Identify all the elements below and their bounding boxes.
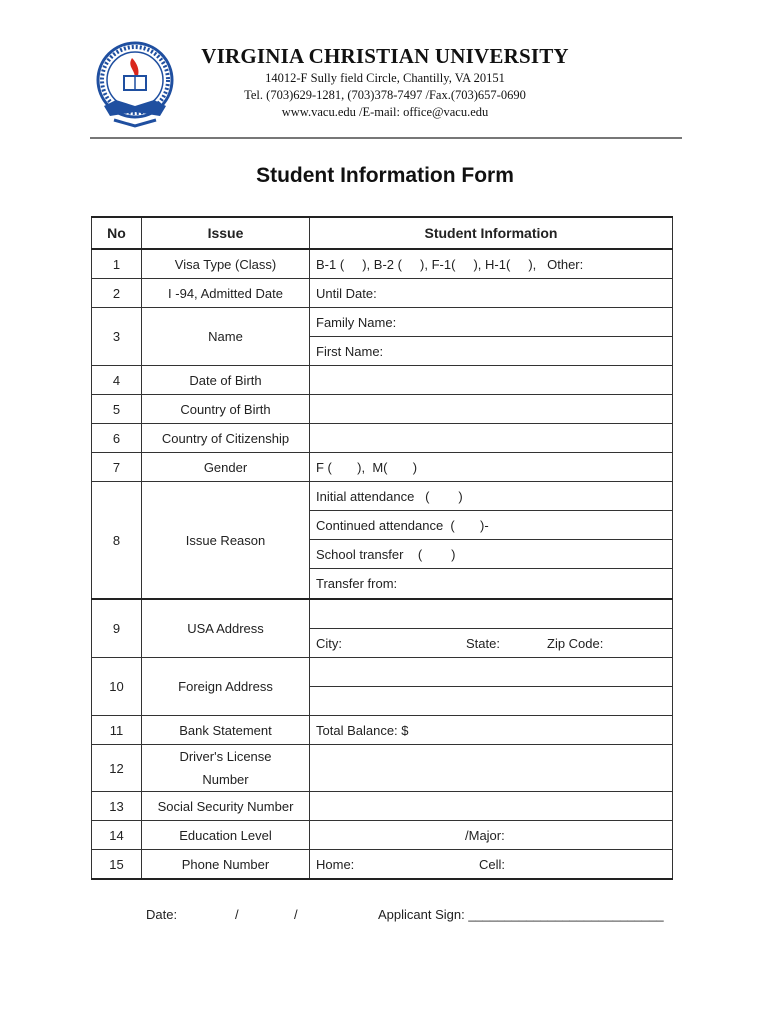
row-issue: Education Level: [142, 821, 310, 850]
table-row: [92, 279, 673, 308]
row-no: 12: [92, 745, 142, 792]
row-no: 14: [92, 821, 142, 850]
date-slash: /: [294, 907, 298, 922]
row-issue: I -94, Admitted Date: [142, 279, 310, 308]
row-issue: Driver's License Number: [142, 745, 310, 792]
row-issue: Visa Type (Class): [142, 249, 310, 279]
date-of-birth-field[interactable]: [310, 366, 673, 395]
row-issue: Gender: [142, 453, 310, 482]
col-header-info: Student Information: [310, 217, 673, 249]
table-row: [92, 716, 673, 745]
school-transfer-field[interactable]: School transfer ( ): [310, 540, 673, 569]
row-no: 4: [92, 366, 142, 395]
row-issue: Social Security Number: [142, 792, 310, 821]
header-divider: [90, 137, 682, 139]
zip-label: Zip Code:: [547, 635, 604, 651]
country-of-birth-field[interactable]: [310, 395, 673, 424]
table-row: [92, 745, 673, 792]
table-row: [92, 453, 673, 482]
university-name: VIRGINIA CHRISTIAN UNIVERSITY: [201, 44, 569, 68]
citizenship-field[interactable]: [310, 424, 673, 453]
table-row: [92, 308, 673, 337]
table-row: [92, 658, 673, 687]
row-issue: Phone Number: [142, 850, 310, 880]
table-row: [92, 424, 673, 453]
state-label: State:: [466, 635, 500, 651]
table-row: [92, 482, 673, 511]
row-no: 10: [92, 658, 142, 716]
foreign-address-line2-field[interactable]: [310, 687, 673, 716]
education-major-field[interactable]: /Major:: [310, 821, 673, 850]
home-phone-label: Home:: [316, 856, 355, 872]
table-row: [92, 395, 673, 424]
web-line: www.vacu.edu /E-mail: office@vacu.edu: [281, 105, 489, 119]
visa-type-field[interactable]: B-1 ( ), B-2 ( ), F-1( ), H-1( ), Other:: [310, 249, 673, 279]
col-header-no: No: [92, 217, 142, 249]
transfer-from-field[interactable]: Transfer from:: [310, 569, 673, 600]
university-seal-icon: [94, 40, 176, 132]
usa-address-city-row[interactable]: [310, 629, 673, 658]
table-header-row: [92, 217, 673, 249]
first-name-field[interactable]: First Name:: [310, 337, 673, 366]
row-issue: Date of Birth: [142, 366, 310, 395]
family-name-field[interactable]: Family Name:: [310, 308, 673, 337]
address-line: 14012-F Sully field Circle, Chantilly, VA 20151: [265, 71, 505, 85]
table-row: [92, 599, 673, 629]
gender-field[interactable]: F ( ), M( ): [310, 453, 673, 482]
row-no: 9: [92, 599, 142, 658]
table-row: [92, 821, 673, 850]
row-no: 3: [92, 308, 142, 366]
page-title: Student Information Form: [256, 164, 514, 187]
phone-line: Tel. (703)629-1281, (703)378-7497 /Fax.(703)657-0690: [244, 88, 526, 102]
cell-phone-label: Cell:: [479, 856, 506, 872]
row-issue: Bank Statement: [142, 716, 310, 745]
table-row: [92, 792, 673, 821]
row-no: 11: [92, 716, 142, 745]
row-no: 13: [92, 792, 142, 821]
row-issue: Issue Reason: [142, 482, 310, 600]
row-issue: Name: [142, 308, 310, 366]
phone-number-field[interactable]: [310, 850, 673, 880]
city-label: City:: [316, 635, 342, 651]
row-no: 8: [92, 482, 142, 600]
continued-attendance-field[interactable]: Continued attendance ( )-: [310, 511, 673, 540]
row-no: 5: [92, 395, 142, 424]
row-issue: Country of Citizenship: [142, 424, 310, 453]
row-issue: USA Address: [142, 599, 310, 658]
row-no: 15: [92, 850, 142, 880]
date-label: Date:: [146, 907, 178, 922]
row-no: 6: [92, 424, 142, 453]
foreign-address-line1-field[interactable]: [310, 658, 673, 687]
initial-attendance-field[interactable]: Initial attendance ( ): [310, 482, 673, 511]
date-slash: /: [235, 907, 239, 922]
i94-date-field[interactable]: Until Date:: [310, 279, 673, 308]
student-info-table: [91, 216, 673, 880]
applicant-sign-field[interactable]: Applicant Sign: ___________________________: [378, 907, 664, 922]
drivers-license-field[interactable]: [310, 745, 673, 792]
bank-balance-field[interactable]: Total Balance: $: [310, 716, 673, 745]
row-no: 2: [92, 279, 142, 308]
row-no: 1: [92, 249, 142, 279]
table-row: [92, 850, 673, 880]
table-row: [92, 366, 673, 395]
ssn-field[interactable]: [310, 792, 673, 821]
col-header-issue: Issue: [142, 217, 310, 249]
row-issue: Country of Birth: [142, 395, 310, 424]
row-issue: Foreign Address: [142, 658, 310, 716]
usa-address-line-field[interactable]: [310, 599, 673, 629]
table-row: [92, 249, 673, 279]
row-no: 7: [92, 453, 142, 482]
